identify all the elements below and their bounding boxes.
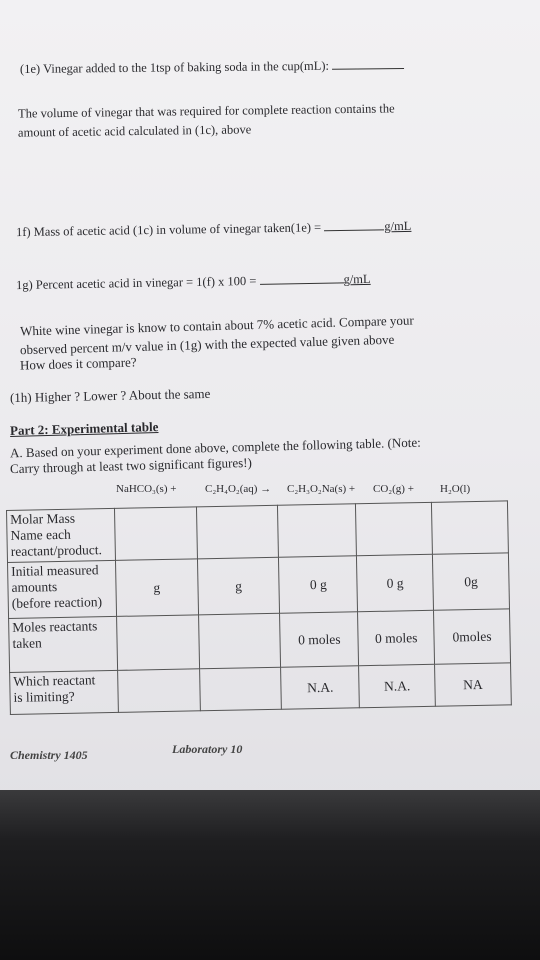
row-label: Molar Mass Name each reactant/product. bbox=[7, 508, 116, 562]
answer-blank-1g bbox=[260, 282, 344, 284]
table-cell[interactable] bbox=[117, 615, 200, 671]
table-cell[interactable]: 0g bbox=[433, 553, 510, 610]
table-cell[interactable]: NA bbox=[435, 663, 512, 706]
table-cell[interactable] bbox=[356, 502, 433, 555]
table-cell[interactable] bbox=[114, 507, 197, 561]
table-cell[interactable]: 0 moles bbox=[358, 610, 435, 665]
table-body bbox=[7, 501, 512, 715]
answer-blank-1e bbox=[332, 68, 404, 70]
equation-nahco3: NaHCO₃(s) + bbox=[116, 483, 177, 495]
table-cell[interactable]: 0 g bbox=[279, 556, 358, 613]
table-cell[interactable] bbox=[198, 613, 281, 669]
footer-course: Chemistry 1405 bbox=[10, 748, 88, 762]
table-cell[interactable]: N.A. bbox=[359, 664, 436, 707]
note-line-1: The volume of vinegar that was required for complete reaction contains the bbox=[17, 101, 395, 121]
table-cell[interactable]: 0 moles bbox=[280, 612, 359, 667]
equation-water: H₂O(l) bbox=[440, 483, 471, 495]
table-row-initial-amounts bbox=[8, 553, 510, 619]
experimental-table bbox=[6, 500, 512, 715]
question-1e-text: (1e) Vinegar added to the 1tsp of baking soda in the cup(mL): bbox=[19, 58, 330, 77]
row-label: Moles reactants taken bbox=[9, 616, 118, 672]
table-cell[interactable]: N.A. bbox=[281, 666, 360, 709]
question-1g bbox=[16, 272, 371, 293]
question-1f-text: 1f) Mass of acetic acid (1c) in volume of vinegar taken(1e) = bbox=[15, 220, 322, 240]
table-row-molar-mass bbox=[7, 501, 509, 563]
table-cell[interactable] bbox=[196, 505, 279, 559]
part2-line-2: Carry through at least two significant figures!) bbox=[9, 454, 253, 477]
compare-line-3: How does it compare? bbox=[19, 354, 137, 373]
part2-line-1: A. Based on your experiment done above, complete the following table. (Note: bbox=[9, 434, 421, 461]
row-label: Which reactant is limiting? bbox=[10, 670, 119, 714]
table-cell[interactable]: g bbox=[197, 557, 280, 615]
table-cell[interactable]: g bbox=[115, 559, 198, 617]
footer-lab: Laboratory 10 bbox=[172, 742, 243, 756]
question-1h: (1h) Higher ? Lower ? About the same bbox=[9, 385, 211, 406]
table-row-moles bbox=[9, 609, 511, 673]
table-cell[interactable]: 0 g bbox=[357, 554, 434, 611]
answer-blank-1f bbox=[324, 229, 384, 231]
question-1e bbox=[20, 58, 404, 77]
equation-co2: CO₂(g) + bbox=[373, 483, 414, 495]
question-1g-text: 1g) Percent acetic acid in vinegar = 1(f) x 100 = bbox=[15, 273, 257, 293]
equation-sodium-acetate: C₂H₃O₂Na(s) + bbox=[287, 483, 356, 495]
table-cell[interactable]: 0moles bbox=[434, 609, 511, 664]
compare-line-1: White wine vinegar is know to contain about 7% acetic acid. Compare your bbox=[19, 312, 414, 339]
question-1f-unit: g/mL bbox=[384, 218, 412, 234]
part2-title: Part 2: Experimental table bbox=[9, 419, 159, 438]
table-cell[interactable] bbox=[199, 667, 282, 711]
table-cell[interactable] bbox=[278, 504, 357, 557]
question-1g-unit: g/mL bbox=[343, 271, 371, 287]
equation-acetic-acid: C₂H₄O₂(aq) → bbox=[205, 483, 272, 495]
table-cell[interactable] bbox=[432, 501, 509, 554]
table-cell[interactable] bbox=[118, 669, 201, 713]
row-label: Initial measured amounts (before reaction) bbox=[8, 560, 117, 618]
compare-line-2: observed percent m/v value in (1g) with the expected value given above bbox=[19, 331, 395, 358]
table-row-limiting bbox=[10, 663, 512, 715]
question-1f bbox=[16, 219, 412, 240]
dark-background bbox=[0, 790, 540, 960]
note-line-2: amount of acetic acid calculated in (1c), above bbox=[17, 122, 252, 140]
